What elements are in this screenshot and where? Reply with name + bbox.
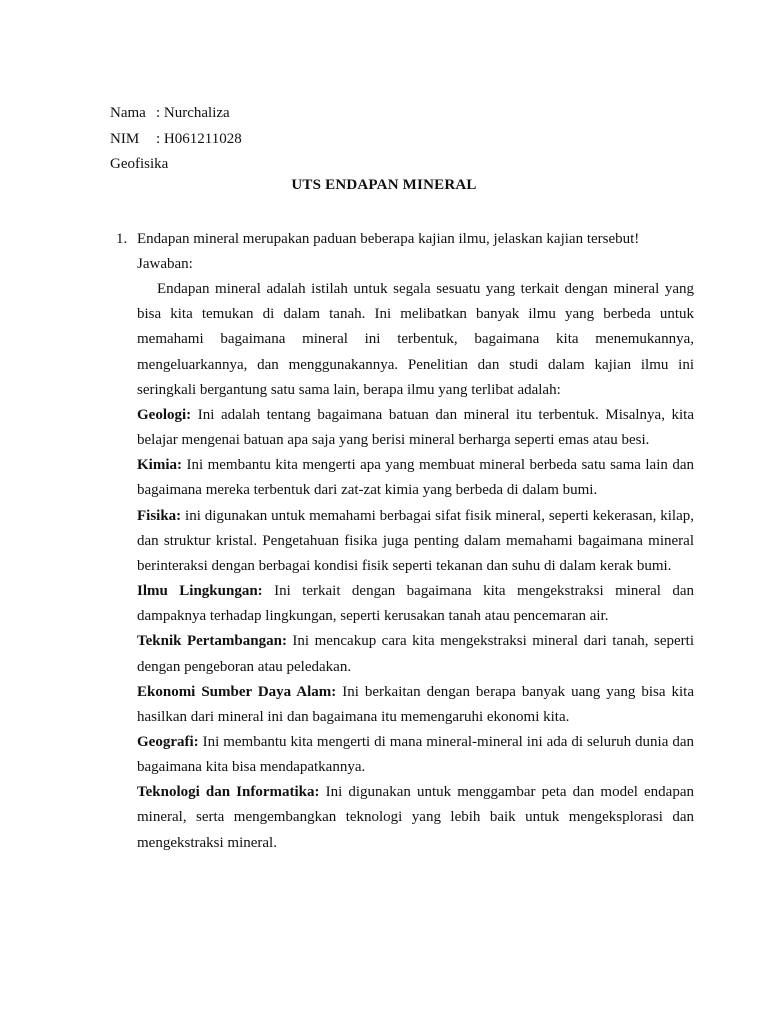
nim-value: : H061211028 [156,130,242,147]
item-geologi [137,403,694,453]
department: Geofisika [110,156,169,172]
item-fisika [137,504,694,579]
name-label: Nama [110,105,146,121]
item-term: Teknik Pertambangan: [137,633,287,650]
item-teknologi-informatika [137,780,694,855]
answer-label: Jawaban: [137,256,193,272]
item-term: Fisika: [137,507,182,524]
item-term: Ekonomi Sumber Daya Alam: [137,683,337,700]
student-header [110,101,242,178]
nim-row [110,127,242,153]
name-row [110,101,242,127]
question-text: Endapan mineral merupakan paduan beberapa kajian ilmu, jelaskan kajian tersebut! [137,231,640,247]
item-text: ini digunakan untuk memahami berbagai sifat fisik mineral, seperti kekerasan, kilap, dan struktur kristal. Pengetahuan fisika juga penting dalam memahami bagaimana mineral berinteraksi dengan berbagai kondisi fisik seperti tekanan dan suhu di dalam kerak bumi. [137,507,694,574]
answer-intro: Endapan mineral adalah istilah untuk segala sesuatu yang terkait dengan mineral yang bisa kita temukan di dalam tanah. Ini melibatkan banyak ilmu yang berbeda untuk memahami bagaimana mineral ini terbentuk, bagaimana kita menemukannya, mengeluarkannya, dan menggunakannya. Penelitian dan studi dalam kajian ilmu ini seringkali bergantung satu sama lain, berapa ilmu yang terlibat adalah: [137,281,694,398]
item-text: Ini mencakup cara kita mengekstraksi mineral dari tanah, seperti dengan pengeboran atau peledakan. [137,633,694,675]
question-number: 1. [116,231,128,247]
nim-label: NIM [110,130,140,147]
name-value: : Nurchaliza [156,105,230,121]
item-ekonomi-sumber-daya-alam [137,680,694,730]
item-term: Ilmu Lingkungan: [137,583,263,600]
item-term: Teknologi dan Informatika: [137,784,320,801]
item-text: Ini membantu kita mengerti apa yang membuat mineral berbeda satu sama lain dan bagaimana mereka terbentuk dari zat-zat kimia yang berbeda di dalam bumi. [137,457,694,499]
item-text: Ini terkait dengan bagaimana kita mengekstraksi mineral dan dampaknya terhadap lingkungan, seperti kerusakan tanah atau pencemaran air. [137,583,694,625]
document-title: UTS ENDAPAN MINERAL [291,177,477,193]
item-text: Ini adalah tentang bagaimana batuan dan mineral itu terbentuk. Misalnya, kita belajar mengenai batuan apa saja yang berisi mineral berharga seperti emas atau besi. [137,406,694,449]
item-teknik-pertambangan [137,629,694,679]
item-geografi [137,730,694,780]
item-term: Kimia: [137,457,182,474]
item-text: Ini berkaitan dengan berapa banyak uang yang bisa kita hasilkan dari mineral ini dan bagaimana itu memengaruhi ekonomi kita. [137,683,694,725]
answer-content [137,252,694,856]
item-term: Geologi: [137,406,192,423]
item-term: Geografi: [137,733,199,750]
item-ilmu-lingkungan [137,579,694,629]
item-kimia [137,453,694,503]
item-text: Ini digunakan untuk menggambar peta dan model endapan mineral, serta mengembangkan teknologi yang lebih baik untuk mengeksplorasi dan mengekstraksi mineral. [137,784,694,851]
item-text: Ini membantu kita mengerti di mana mineral-mineral ini ada di seluruh dunia dan bagaimana kita bisa mendapatkannya. [137,733,694,776]
